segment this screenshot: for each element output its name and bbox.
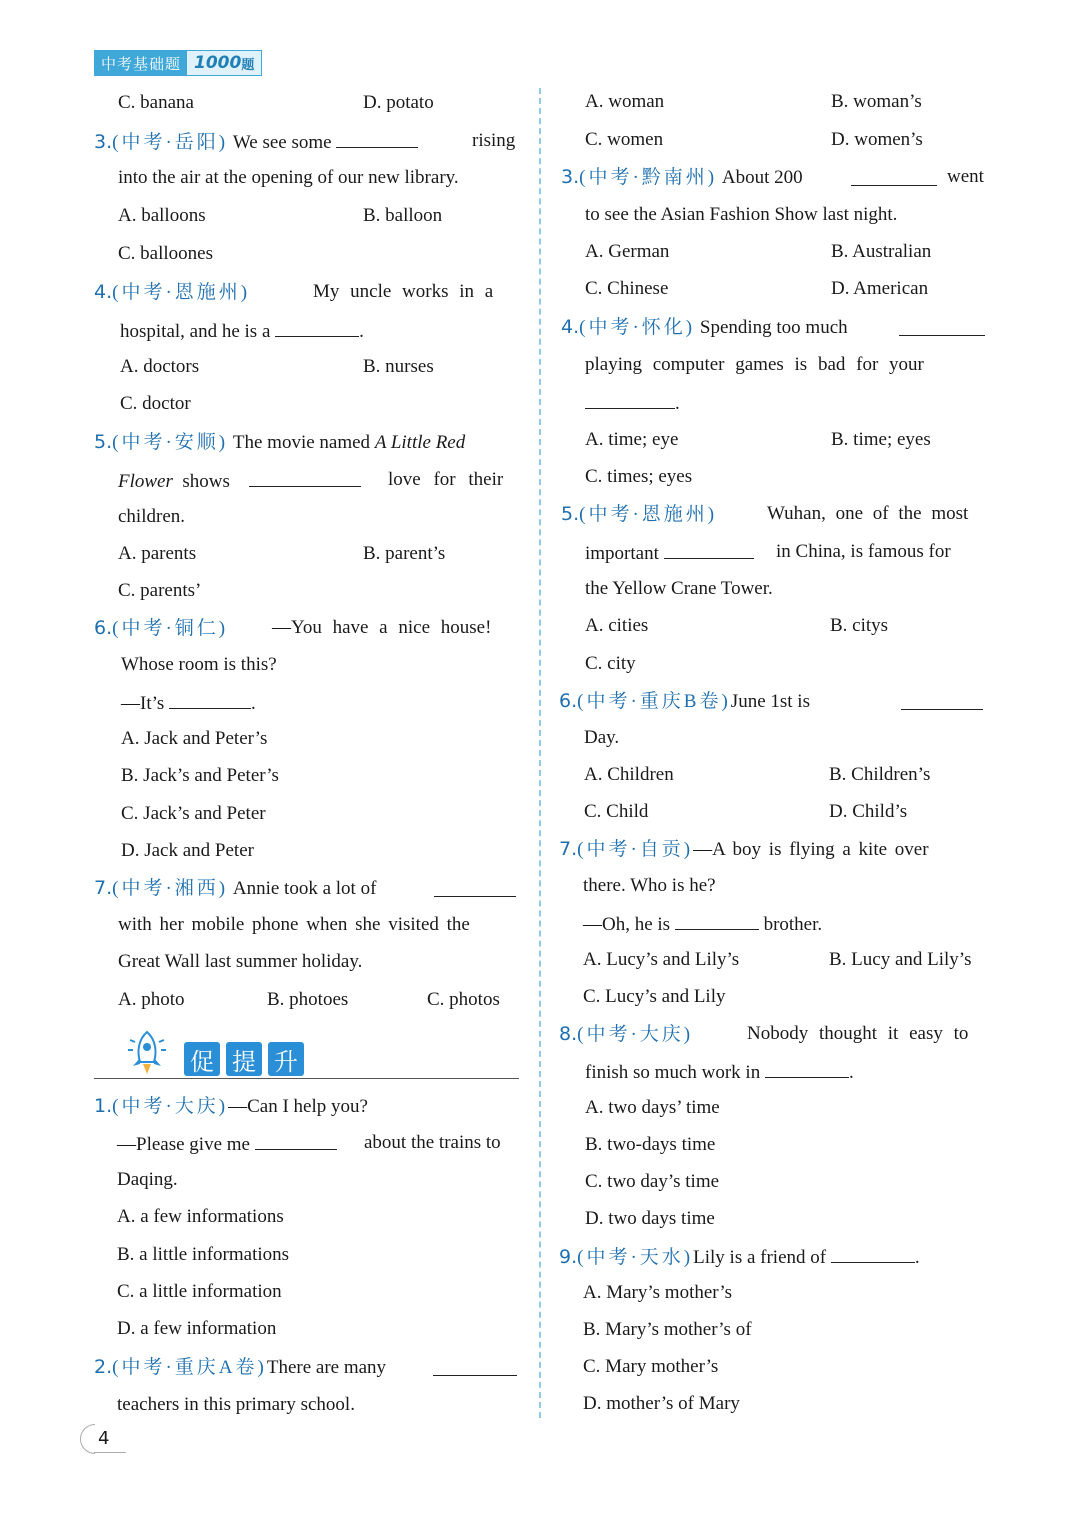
option: A. Lucy’s and Lily’s [583, 949, 740, 970]
movie-title: A Little Red [374, 432, 466, 453]
option: D. American [831, 278, 929, 299]
option: C. a little information [117, 1281, 282, 1302]
punctuation: . [914, 1247, 920, 1268]
answer-blank [255, 1131, 337, 1150]
question-count [187, 51, 261, 75]
option: C. photos [427, 989, 500, 1010]
question-number: 9. [559, 1246, 578, 1268]
question-text-line [585, 540, 754, 566]
question-text: finish so much work in [585, 1062, 761, 1083]
option: D. two days time [585, 1208, 715, 1229]
answer-blank [275, 318, 359, 337]
question-number: 1. [94, 1095, 113, 1117]
count-number: 1000 [194, 53, 242, 73]
option: C. Mary mother’s [583, 1356, 719, 1377]
question-source: (中考·大庆) [577, 1024, 694, 1045]
rocket-icon [126, 1028, 168, 1076]
question-text: shows [182, 471, 230, 492]
option: A. woman [585, 91, 665, 112]
question-source: (中考·自贡) [577, 839, 694, 860]
question-source: (中考·恩施州) [112, 282, 251, 303]
question-text: Day. [584, 727, 620, 748]
option: C. banana [118, 92, 194, 113]
punctuation: . [848, 1062, 854, 1083]
option: D. women’s [831, 129, 923, 150]
question-text: playing computer games is bad for your [585, 354, 924, 375]
option: C. Child [584, 801, 649, 822]
option: D. a few information [117, 1318, 277, 1339]
question-text: the Yellow Crane Tower. [585, 578, 773, 599]
option: A. parents [118, 543, 197, 564]
page-number [80, 1424, 126, 1454]
question-text: hospital, and he is a [120, 321, 271, 342]
promo-question-8-line [559, 1022, 693, 1047]
option: A. a few informations [117, 1206, 284, 1227]
option: C. women [585, 129, 664, 150]
question-number: 7. [559, 838, 578, 860]
question-text: —A boy is flying a kite over [693, 839, 929, 860]
question-text: about the trains to [364, 1132, 501, 1153]
question-text-line [121, 690, 256, 716]
option: D. Child’s [829, 801, 908, 822]
option: C. Jack’s and Peter [121, 803, 266, 824]
question-number: 8. [559, 1023, 578, 1045]
question-source: (中考·重庆A卷) [112, 1357, 267, 1378]
answer-blank [585, 390, 675, 409]
question-number: 6. [94, 617, 113, 639]
option: B. nurses [363, 356, 434, 377]
question-4-line [94, 280, 250, 305]
option: B. parent’s [363, 543, 446, 564]
question-text: Annie took a lot of [232, 878, 377, 899]
answer-blank [169, 690, 251, 709]
book-series-badge [94, 50, 262, 76]
option: C. city [585, 653, 636, 674]
promo-question-5-line [561, 502, 717, 527]
question-text: Wuhan, one of the most [767, 503, 969, 524]
question-text: rising [472, 130, 516, 151]
section-char: 提 [226, 1042, 262, 1076]
page-number-rule [94, 1452, 126, 1453]
question-text: love for their [388, 469, 504, 490]
question-number: 7. [94, 877, 113, 899]
question-source: (中考·湘西) [112, 878, 229, 899]
section-header [94, 1024, 519, 1079]
answer-blank [899, 317, 985, 336]
count-suffix: 题 [241, 57, 255, 73]
question-text: —You have a nice house! [272, 617, 492, 638]
option: D. potato [363, 92, 434, 113]
question-source: (中考·大庆) [112, 1096, 229, 1117]
question-text: to see the Asian Fashion Show last night. [585, 204, 898, 225]
promo-question-7-line [559, 837, 929, 862]
question-number: 5. [94, 431, 113, 453]
answer-blank [675, 911, 759, 930]
question-number: 4. [561, 316, 580, 338]
question-text-line [117, 1131, 337, 1157]
option: B. Australian [831, 241, 932, 262]
question-5-line [94, 430, 465, 455]
question-text: —Can I help you? [228, 1096, 368, 1117]
option: B. Lucy and Lily’s [829, 949, 972, 970]
answer-blank [765, 1059, 849, 1078]
option: A. cities [585, 615, 649, 636]
question-text: important [585, 543, 659, 564]
section-char: 升 [268, 1042, 304, 1076]
option: C. times; eyes [585, 466, 693, 487]
question-7-line [94, 876, 376, 901]
answer-blank [336, 129, 418, 148]
answer-blank [249, 468, 361, 487]
question-text: There are many [266, 1357, 387, 1378]
option: D. mother’s of Mary [583, 1393, 740, 1414]
question-3-line [94, 129, 418, 155]
question-text: Nobody thought it easy to [747, 1023, 969, 1044]
punctuation: . [251, 693, 256, 714]
question-text-line [118, 468, 361, 494]
option: D. Jack and Peter [121, 840, 254, 861]
punctuation: . [359, 321, 364, 342]
option: B. balloon [363, 205, 443, 226]
question-source: (中考·安顺) [112, 432, 229, 453]
answer-blank [851, 167, 937, 186]
punctuation: . [675, 393, 680, 414]
question-text-line [585, 1059, 854, 1085]
option: A. balloons [118, 205, 206, 226]
question-text: My uncle works in a [313, 281, 494, 302]
question-text-line [120, 318, 364, 344]
question-6-line [94, 616, 228, 641]
option: C. two day’s time [585, 1171, 720, 1192]
question-text: Spending too much [699, 317, 848, 338]
question-text: Lily is a friend of [693, 1247, 827, 1268]
option: C. doctor [120, 393, 191, 414]
option: B. time; eyes [831, 429, 931, 450]
question-source: (中考·天水) [577, 1247, 694, 1268]
option: A. two days’ time [585, 1097, 720, 1118]
question-text: brother. [763, 914, 823, 935]
option: A. Mary’s mother’s [583, 1282, 732, 1303]
question-text: June 1st is [730, 691, 810, 712]
answer-blank [831, 1244, 915, 1263]
answer-blank [433, 1357, 517, 1376]
question-text: there. Who is he? [583, 875, 716, 896]
question-text-line [585, 390, 680, 416]
question-text: teachers in this primary school. [117, 1394, 355, 1415]
question-text: with her mobile phone when she visited the [118, 914, 470, 935]
option: A. German [585, 241, 670, 262]
option: C. Lucy’s and Lily [583, 986, 726, 1007]
question-source: (中考·岳阳) [112, 132, 229, 153]
section-rule [94, 1078, 519, 1079]
answer-blank [434, 878, 516, 897]
option: B. photoes [267, 989, 349, 1010]
question-source: (中考·黔南州) [579, 167, 718, 188]
question-text: Whose room is this? [121, 654, 277, 675]
page-number-text: 4 [98, 1428, 110, 1449]
question-text: in China, is famous for [776, 541, 951, 562]
option: B. Jack’s and Peter’s [121, 765, 279, 786]
option: A. Children [584, 764, 674, 785]
question-number: 6. [559, 690, 578, 712]
promo-question-2-line [94, 1355, 386, 1380]
question-source: (中考·铜仁) [112, 618, 229, 639]
question-text: We see some [232, 132, 332, 153]
promo-question-9-line [559, 1244, 920, 1270]
question-number: 3. [94, 131, 113, 153]
question-text: —Please give me [117, 1134, 250, 1155]
promo-question-4-line [561, 315, 848, 340]
question-number: 4. [94, 281, 113, 303]
option: B. a little informations [117, 1244, 290, 1265]
promo-question-1-line [94, 1094, 368, 1119]
option: B. Children’s [829, 764, 931, 785]
question-text: into the air at the opening of our new library. [118, 167, 459, 188]
movie-title: Flower [118, 471, 173, 492]
option: C. Chinese [585, 278, 669, 299]
section-char: 促 [184, 1042, 220, 1076]
question-number: 5. [561, 503, 580, 525]
option: C. ballоones [118, 243, 213, 264]
option: A. doctors [120, 356, 200, 377]
option: B. two-days time [585, 1134, 716, 1155]
option: A. photo [118, 989, 185, 1010]
question-number: 3. [561, 166, 580, 188]
promo-question-3-line [561, 165, 803, 190]
option: B. citys [830, 615, 889, 636]
question-source: (中考·恩施州) [579, 504, 718, 525]
question-text: Great Wall last summer holiday. [118, 951, 363, 972]
question-text: went [947, 166, 984, 187]
question-text: Daqing. [117, 1169, 178, 1190]
question-source: (中考·重庆B卷) [577, 691, 731, 712]
question-text: About 200 [721, 167, 803, 188]
question-source: (中考·怀化) [579, 317, 696, 338]
question-text-line [583, 911, 822, 937]
option: B. woman’s [831, 91, 922, 112]
series-title: 中考基础题 [95, 51, 187, 75]
question-text: —Oh, he is [583, 914, 671, 935]
option: B. Mary’s mother’s of [583, 1319, 752, 1340]
question-number: 2. [94, 1356, 113, 1378]
option: A. Jack and Peter’s [121, 728, 268, 749]
answer-blank [664, 540, 754, 559]
question-text: —It’s [121, 693, 165, 714]
column-divider [539, 88, 541, 1418]
option: C. parents’ [118, 580, 202, 601]
answer-blank [901, 691, 983, 710]
question-text: children. [118, 506, 186, 527]
question-text: The movie named [232, 432, 371, 453]
option: A. time; eye [585, 429, 679, 450]
promo-question-6-line [559, 689, 810, 714]
